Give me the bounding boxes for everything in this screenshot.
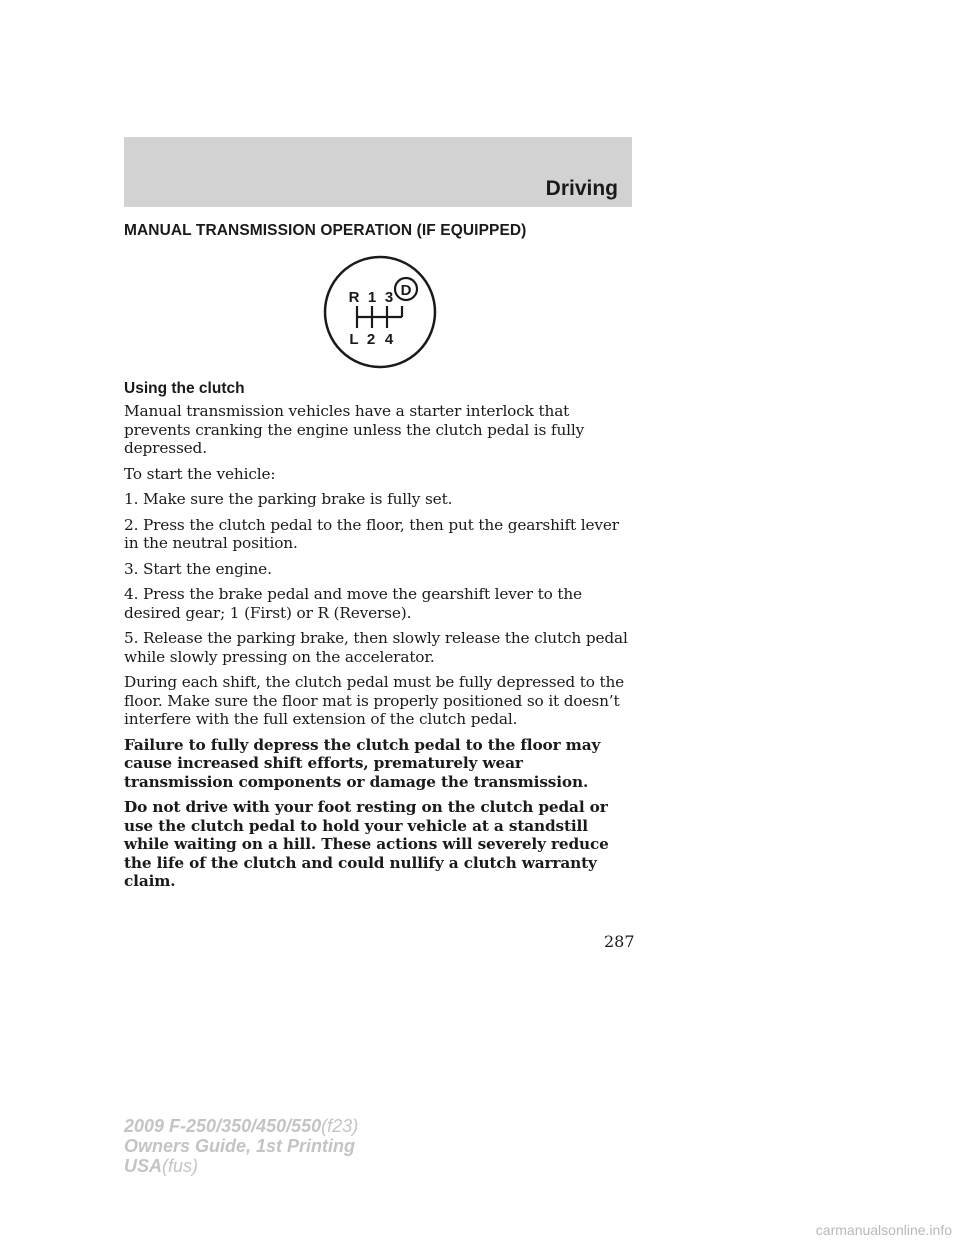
footer-line-model [124,1116,358,1136]
gearshift-pattern-icon [320,254,440,374]
step-item: 1. Make sure the parking brake is fully set. [124,490,453,508]
gear-label-d: D [400,282,412,299]
section-header-band [124,137,632,207]
page-content [124,222,636,898]
footer-line-region [124,1156,358,1176]
footer-model: 2009 F-250/350/450/550 [124,1116,322,1136]
section-title: Driving [545,177,618,200]
footer-line-guide [124,1136,358,1156]
shift-pattern-diagram [124,254,636,372]
warning-paragraph: Failure to fully depress the clutch pedal to the floor may cause increased shift efforts, prematurely wear transmission components or damage the transmission. [124,735,601,791]
gear-label-2: 2 [366,331,376,348]
page-number: 287 [604,932,635,951]
step-item: 4. Press the brake pedal and move the gearshift lever to the desired gear; 1 (First) or R (Reverse). [124,585,582,622]
step-item: 3. Start the engine. [124,559,272,578]
gear-label-r: R [348,289,360,306]
gear-label-4: 4 [384,331,394,348]
gear-label-l: L [349,331,359,348]
paragraph: To start the vehicle: [124,464,276,483]
gear-label-3: 3 [384,289,394,306]
footer [124,1116,358,1176]
step-item: 5. Release the parking brake, then slowly release the clutch pedal while slowly pressing on the accelerator. [124,629,628,666]
paragraph: During each shift, the clutch pedal must be fully depressed to the floor. Make sure the floor mat is properly positioned so it doesn’t interfere with the full extension of the clutch pedal. [124,673,625,728]
footer-model-code: (f23) [321,1116,359,1136]
page-heading: MANUAL TRANSMISSION OPERATION (IF EQUIPPED) [124,222,527,239]
footer-guide: Owners Guide, 1st Printing [124,1136,356,1156]
gear-label-1: 1 [367,289,377,306]
subheading-using-clutch: Using the clutch [124,380,245,397]
step-item: 2. Press the clutch pedal to the floor, then put the gearshift lever in the neutral position. [124,515,619,552]
watermark: carmanualsonline.info [815,1222,952,1238]
footer-region-code: (fus) [162,1156,199,1176]
paragraph: Manual transmission vehicles have a starter interlock that prevents cranking the engine unless the clutch pedal is fully depressed. [124,402,585,457]
footer-region: USA [124,1156,163,1176]
warning-paragraph: Do not drive with your foot resting on the clutch pedal or use the clutch pedal to hold your vehicle at a standstill while waiting on a hill. These actions will severely reduce the life of the clutch and could nullify a clutch warranty claim. [124,798,609,890]
